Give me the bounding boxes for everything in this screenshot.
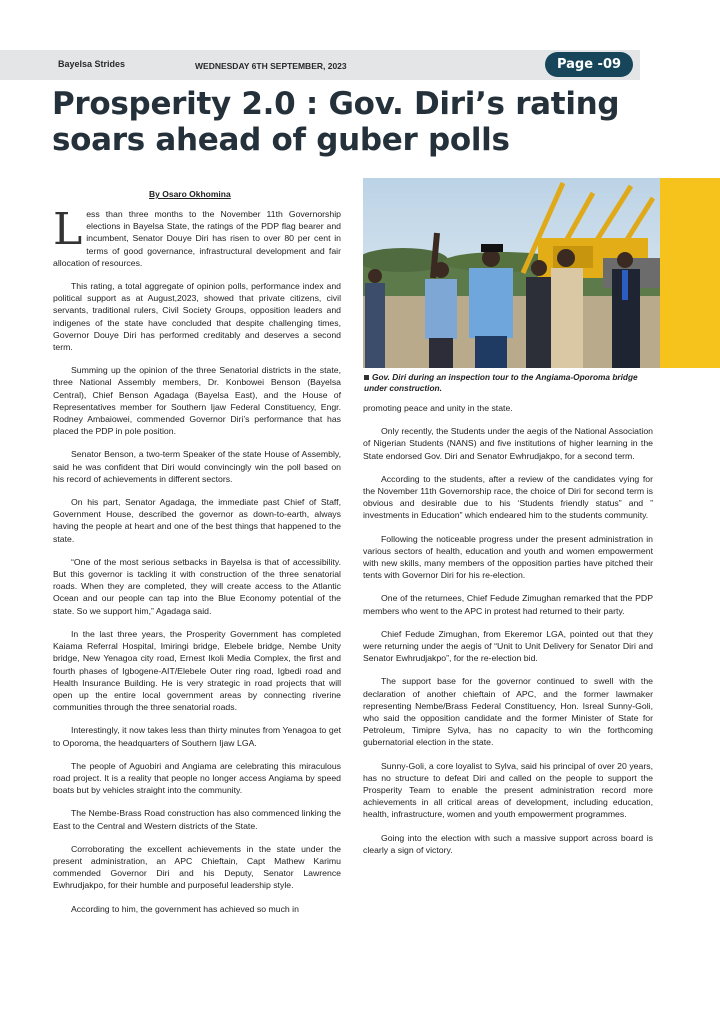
paragraph: Interestingly, it now takes less than thirty minutes from Yenagoa to get to Oporoma, the headquarters of Southern Ijaw LGA.: [53, 725, 341, 748]
paragraph: Summing up the opinion of the three Senatorial districts in the state, three National Assembly members, Dr. Konbowei Benson (Bayelsa Central), Chief Benson Agadaga (Bayelsa East), and the House of Representatives member for Southern Ijaw Federal Constituency, Engr. Rodney Ambaiowei, commended Governor Diri’s performance that has placed the PDP in pole position.: [53, 365, 341, 437]
paragraph: Sunny-Goli, a core loyalist to Sylva, said his principal of over 20 years, has no structure to defeat Diri and called on the people to support the Prosperity Team to enable the present administration record more achievements in all critical areas of development, including education, health, infrastructure, women and youth empowerment programmes.: [363, 760, 653, 820]
paragraph: Going into the election with such a massive support across board is clearly a sign of victory.: [363, 832, 653, 855]
paragraph: This rating, a total aggregate of opinion polls, performance index and political support as at August,2023, showed that private citizens, civil servants, traditional rulers, Civil Society Groups, opposition leaders and indigenes of the state have concluded that despite challenging times, Governor Douye Diri has performed creditably and deserves a second term.: [53, 281, 341, 353]
drop-cap: L: [53, 204, 83, 255]
paragraph: One of the returnees, Chief Fedude Zimughan remarked that the PDP members who went to the APC in protest had returned to their party.: [363, 593, 653, 616]
caption-bullet-icon: [364, 375, 369, 380]
inspection-photo: [363, 178, 660, 368]
paragraph: The support base for the governor continued to swell with the declaration of another chieftain of APC, and the former lawmaker representing Nembe/Brass Federal Constituency, Hon. Isreal Sunny-Goli, who said the opposition candidate and the former Minister of State for Petroleum, Timipre Sylva, has no capacity to win the forthcoming gubernatorial election in the state.: [363, 676, 653, 748]
paragraph: Senator Benson, a two-term Speaker of the state House of Assembly, said he was confident that Diri would convincingly win the poll based on his record of achievements in different sectors.: [53, 449, 341, 484]
paragraph: Only recently, the Students under the aegis of the National Association of Nigerian Students (NANS) and five institutions of higher learning in the State endorsed Gov. Diri and Senator Ewhrudjakpo, for a second term.: [363, 426, 653, 461]
headline: Prosperity 2.0 : Gov. Diri’s rating soars ahead of guber polls: [52, 86, 620, 158]
first-paragraph-text: ess than three months to the November 11th Governorship elections in Bayelsa State, the ratings of the PDP flag bearer and incumbent, Senator Douye Diri has risen to over 80 per cent in terms of good governance, infrastructural development and fair allocation of resources.: [53, 209, 341, 268]
yellow-accent-block: [660, 178, 720, 368]
photo-caption: [364, 372, 654, 394]
right-column: [363, 402, 653, 867]
byline: By Osaro Okhomina: [149, 189, 231, 199]
first-paragraph: [53, 204, 341, 269]
paragraph: The people of Aguobiri and Angiama are celebrating this miraculous road project. It is a reality that people no longer access Angiama by speed boats but by vehicles straight into the community.: [53, 760, 341, 796]
caption-text: Gov. Diri during an inspection tour to the Angiama-Oporoma bridge under construction.: [364, 372, 638, 393]
publication-date: WEDNESDAY 6TH SEPTEMBER, 2023: [195, 61, 347, 71]
paragraph: Chief Fedude Zimughan, from Ekeremor LGA, pointed out that they were returning under the aegis of “Unit to Unit Delivery for Senator Diri and Senator Ewhrudjakpo”, for the re-election bid.: [363, 628, 653, 664]
paragraph: “One of the most serious setbacks in Bayelsa is that of accessibility. But this governor is tackling it with construction of the three senatorial roads. When they are completed, they will create access to the Atlantic Ocean and our people can tap into the Blue Economy potential of the state. So we support him,” Agadaga said.: [53, 556, 341, 616]
paragraph: According to him, the government has achieved so much in: [71, 903, 299, 914]
paragraph: On his part, Senator Agadaga, the immediate past Chief of Staff, Government House, described the governor as down-to-earth, always having the people at heart and one of the best things that happened to the state.: [53, 497, 341, 544]
publication-name: Bayelsa Strides: [58, 59, 126, 69]
paragraph: The Nembe-Brass Road construction has also commenced linking the East to the Central and Western districts of the State.: [53, 808, 341, 831]
paragraph: In the last three years, the Prosperity Government has completed Kaiama Referral Hospital, Imiringi bridge, Elebele bridge, Nembe Unity bridge, New Yenagoa city road, Ernest Ikoli Media Complex, the first and fourth phases of Igbogene-AIT/Elebele Outer ring road, Igbedi road and Health Insurance Building. He is very strategic in road projects that will open up the entire local government areas by connecting riverine communities through the three senatorial roads.: [53, 628, 341, 713]
paragraph-continuation: promoting peace and unity in the state.: [363, 403, 513, 413]
page-number-badge: Page -09: [545, 52, 633, 77]
paragraph: Corroborating the excellent achievements in the state under the present administration, an APC Chieftain, Capt Mathew Karimu commended Governor Diri and his Deputy, Senator Lawrence Ewhrudjakpo, for their humble and purposeful leadership style.: [53, 843, 341, 891]
paragraph: According to the students, after a review of the candidates vying for the November 11th Governorship race, the choice of Diri for second term is obvious and desirable due to his ‘Students friendly status” and ” investments in Education” which endeared him to the students community.: [363, 473, 653, 521]
left-column: [53, 204, 341, 926]
paragraph: Following the noticeable progress under the present administration in various sectors of health, education and youth and women empowerment with new skills, many members of the opposition parties have pitched their tents with Governor Diri for his re-election.: [363, 533, 653, 581]
